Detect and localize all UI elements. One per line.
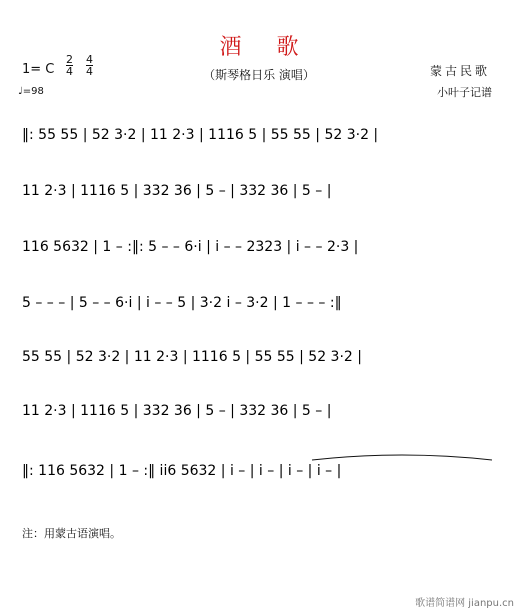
quarter-note-icon: ♩	[18, 86, 23, 97]
score-line-5-text: 55 55 | 52 3·2 | 11 2·3 | 1116 5 | 55 55 | 52 3·2 |	[22, 349, 362, 365]
score-line-5	[22, 346, 496, 366]
time-sig-2-numerator: 4	[86, 53, 93, 66]
score-line-6-text: 11 2·3 | 1116 5 | 332 36 | 5 – | 332 36 | 5 – |	[22, 403, 332, 419]
score-line-7-text: ‖: 116 5632 | 1 – :‖ ii6 5632 | i – | i – | i – | i – |	[22, 463, 342, 479]
score-line-3-text: 116 5632 | 1 – :‖: 5 – – 6·i | i – – 2323 | i – – 2·3 |	[22, 239, 359, 255]
score-line-3	[22, 236, 496, 256]
score-line-6-svg	[22, 400, 496, 422]
score-line-1-text: ‖: 55 55 | 52 3·2 | 11 2·3 | 1116 5 | 55 55 | 52 3·2 |	[22, 127, 379, 143]
score-line-7	[22, 458, 496, 478]
score-line-4	[22, 292, 496, 312]
key-signature: 1= C	[22, 62, 55, 77]
score-line-1-svg	[22, 124, 496, 146]
transcriber: 小叶子记谱	[437, 86, 492, 99]
score-line-2-text: 11 2·3 | 1116 5 | 332 36 | 5 – | 332 36 | 5 – |	[22, 183, 332, 199]
time-signature-4-4	[86, 54, 93, 77]
performance-note: 注：用蒙古语演唱。	[22, 527, 121, 540]
score-line-6	[22, 400, 496, 420]
score-line-1	[22, 124, 496, 144]
song-title: 酒 歌	[219, 35, 313, 60]
score-line-2	[22, 180, 496, 200]
score-line-7-svg	[22, 458, 496, 482]
tie-arc	[312, 455, 492, 460]
score-line-4-text: 5 – – – | 5 – – 6·i | i – – 5 | 3·2 i – 3·2 | 1 – – – :‖	[22, 295, 342, 311]
time-sig-2-denominator: 4	[86, 65, 93, 78]
score-line-2-svg	[22, 180, 496, 202]
score-line-4-svg	[22, 292, 496, 314]
song-origin: 蒙古民歌	[429, 64, 490, 78]
score-line-5-svg	[22, 346, 496, 368]
performer-subtitle: （斯琴格日乐 演唱）	[203, 68, 315, 82]
score-line-3-svg	[22, 236, 496, 258]
time-sig-1-denominator: 4	[66, 65, 73, 78]
site-watermark: 歌谱简谱网 jianpu.cn	[415, 598, 514, 609]
time-sig-1-numerator: 2	[66, 53, 73, 66]
tempo-marking	[18, 86, 44, 97]
time-signature-2-4	[66, 54, 73, 77]
tempo-value: =98	[22, 86, 44, 97]
